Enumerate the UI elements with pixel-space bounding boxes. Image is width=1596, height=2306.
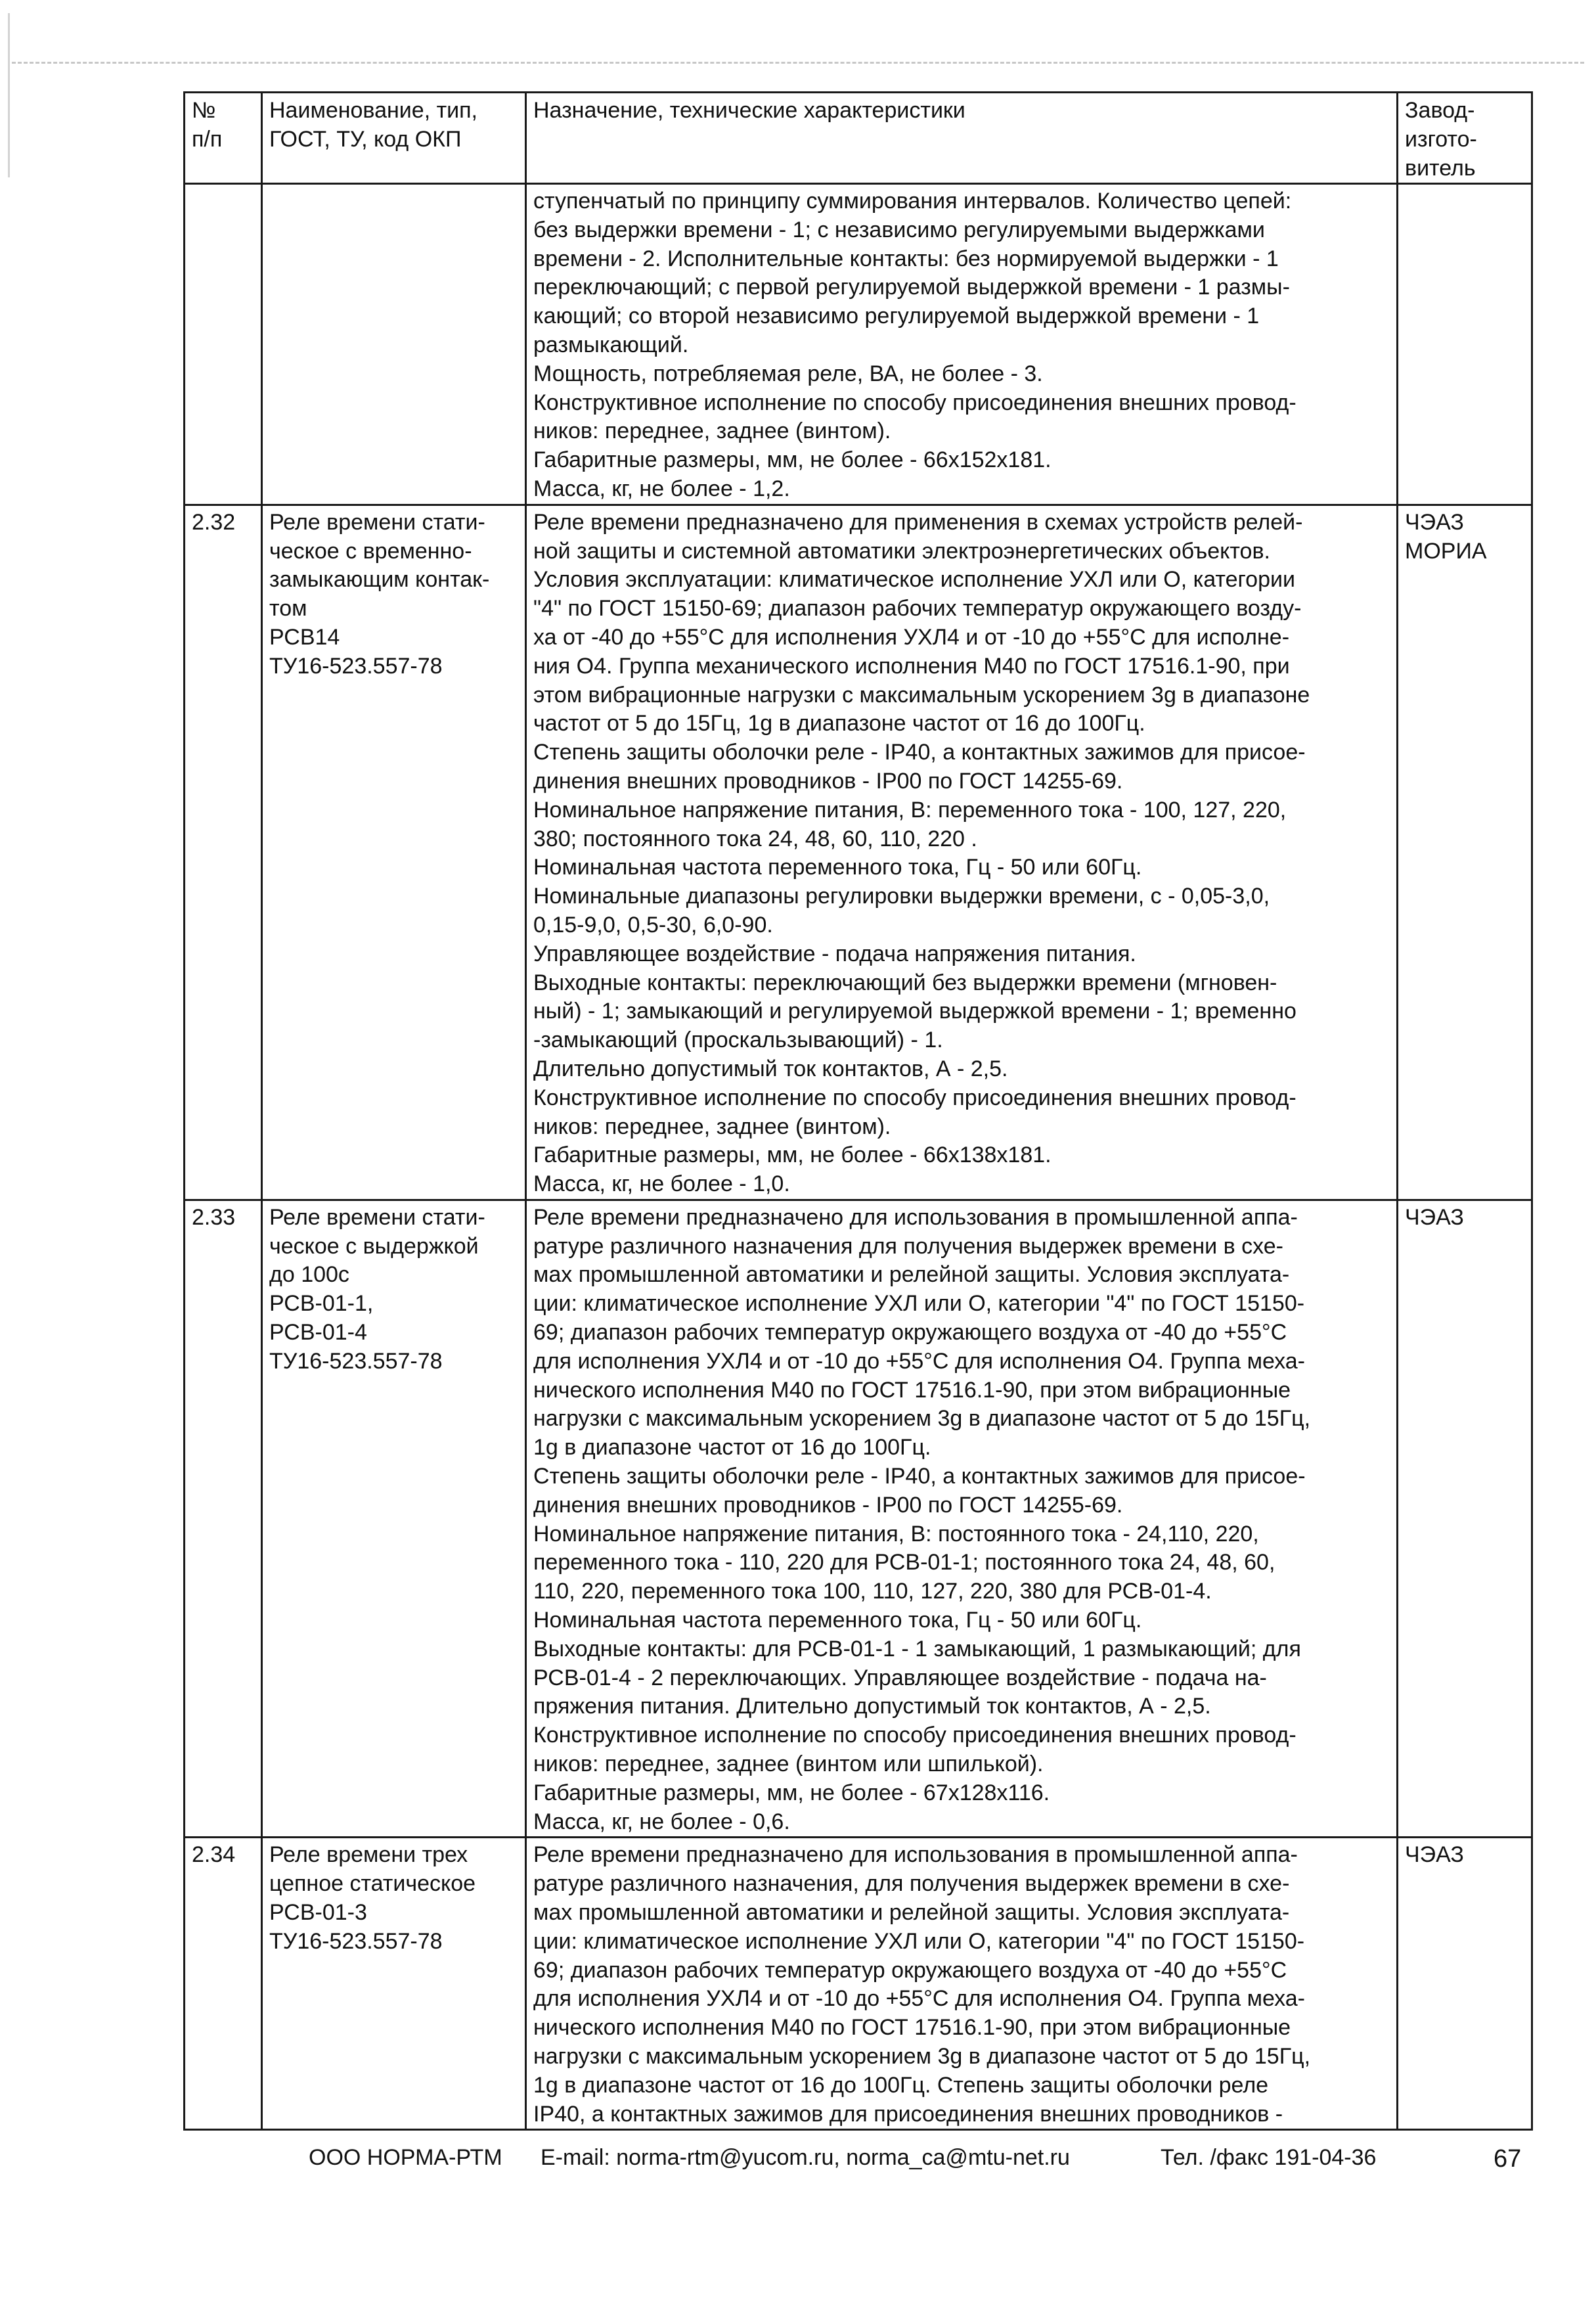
manufacturer-cell	[1398, 1200, 1532, 1838]
item-name-line: ческое с временно-	[269, 538, 472, 564]
description-line: Конструктивное исполнение по способу присоединения внешних провод-	[533, 1085, 1297, 1110]
description-line: 380; постоянного тока 24, 48, 60, 110, 220 .	[533, 826, 977, 851]
description-line: -замыкающий (проскальзывающий) - 1.	[533, 1028, 943, 1053]
description-line: 1g в диапазоне частот от 16 до 100Гц. Степень защиты оболочки реле	[533, 2072, 1269, 2098]
item-name-line: том	[269, 596, 307, 622]
description-line: Номинальные диапазоны регулировки выдержки времени, с - 0,05-3,0,	[533, 884, 1270, 909]
description-line: Габаритные размеры, мм, не более - 66x152x181.	[533, 447, 1052, 473]
footer-company: ООО НОРМА-РТМ	[309, 2145, 502, 2170]
item-name-cell	[262, 1838, 526, 2130]
description-line: нагрузки с максимальным ускорением 3g в диапазоне частот от 5 до 15Гц,	[533, 1406, 1311, 1432]
item-name-line: РСВ-01-3	[269, 1900, 367, 1926]
description-line: частот от 5 до 15Гц, 1g в диапазоне частот от 16 до 100Гц.	[533, 711, 1145, 736]
manufacturer-name: ЧЭАЗ	[1405, 1842, 1464, 1868]
specification-table	[183, 91, 1533, 2131]
description-line: нического исполнения М40 по ГОСТ 17516.1-90, при этом вибрационные	[533, 1377, 1291, 1403]
description-line: Масса, кг, не более - 1,2.	[533, 476, 790, 501]
description-line: Масса, кг, не более - 0,6.	[533, 1809, 790, 1834]
description-line: "4" по ГОСТ 15150-69; диапазон рабочих температур окружающего возду-	[533, 596, 1302, 622]
description-line: Конструктивное исполнение по способу присоединения внешних провод-	[533, 390, 1297, 415]
item-name-line: ТУ16-523.557-78	[269, 653, 443, 679]
page-footer	[0, 2145, 1596, 2178]
description-line: ный) - 1; замыкающий и регулируемой выдержкой времени - 1; временно	[533, 999, 1297, 1024]
scan-margin-mark	[8, 13, 10, 177]
description-line: Управляющее воздействие - подача напряжения питания.	[533, 941, 1136, 966]
description-line: Габаритные размеры, мм, не более - 67x128x116.	[533, 1780, 1050, 1805]
description-line: Степень защиты оболочки реле - IP40, а контактных зажимов для присое-	[533, 1464, 1306, 1489]
page-number: 67	[1494, 2145, 1522, 2173]
description-line: Габаритные размеры, мм, не более - 66x138x181.	[533, 1142, 1052, 1168]
description-line: Номинальная частота переменного тока, Гц - 50 или 60Гц.	[533, 855, 1142, 880]
description-line: ния О4. Группа механического исполнения М40 по ГОСТ 17516.1-90, при	[533, 653, 1290, 679]
description-line: пряжения питания. Длительно допустимый ток контактов, А - 2,5.	[533, 1694, 1211, 1719]
description-line: Выходные контакты: переключающий без выдержки времени (мгновен-	[533, 970, 1277, 995]
item-number: 2.33	[185, 1200, 262, 1838]
item-name-line: до 100с	[269, 1262, 349, 1288]
header-name: Наименование, тип, ГОСТ, ТУ, код ОКП	[262, 93, 526, 184]
item-number	[185, 184, 262, 505]
item-name-line: РСВ-01-4	[269, 1320, 367, 1345]
item-name-line: ТУ16-523.557-78	[269, 1348, 443, 1374]
table-header-row	[185, 93, 1532, 184]
manufacturer-name: ЧЭАЗ	[1405, 509, 1464, 535]
description-line: мах промышленной автоматики и релейной защиты. Условия эксплуата-	[533, 1262, 1290, 1288]
description-line: ников: переднее, заднее (винтом).	[533, 418, 891, 444]
description-line: ступенчатый по принципу суммирования интервалов. Количество цепей:	[533, 189, 1292, 214]
description-line: ников: переднее, заднее (винтом).	[533, 1114, 891, 1139]
description-line: нического исполнения М40 по ГОСТ 17516.1-90, при этом вибрационные	[533, 2015, 1291, 2041]
description-line: IP40, а контактных зажимов для присоединения внешних проводников -	[533, 2101, 1283, 2127]
description-line: Степень защиты оболочки реле - IP40, а контактных зажимов для присое-	[533, 740, 1306, 765]
header-manufacturer: Завод- изгото- витель	[1398, 93, 1532, 184]
description-line: Условия эксплуатации: климатическое исполнение УХЛ или О, категории	[533, 567, 1295, 593]
item-name-line: РСВ-01-1,	[269, 1291, 374, 1317]
description-line: Масса, кг, не более - 1,0.	[533, 1171, 790, 1197]
item-name-line: ТУ16-523.557-78	[269, 1928, 443, 1954]
table-row	[185, 1838, 1532, 2130]
description-line: динения внешних проводников - IP00 по ГОСТ 14255-69.	[533, 768, 1123, 794]
footer-email: E-mail: norma-rtm@yucom.ru, norma_ca@mtu-net.ru	[541, 2145, 1070, 2170]
description-line: ции: климатическое исполнение УХЛ или О, категории "4" по ГОСТ 15150-	[533, 1291, 1305, 1317]
description-line: РСВ-01-4 - 2 переключающих. Управляющее воздействие - подача на-	[533, 1665, 1267, 1690]
description-line: Номинальное напряжение питания, В: переменного тока - 100, 127, 220,	[533, 797, 1287, 823]
description-line: Выходные контакты: для РСВ-01-1 - 1 замыкающий, 1 размыкающий; для	[533, 1636, 1301, 1662]
item-name-cell	[262, 184, 526, 505]
description-line: переключающий; с первой регулируемой выдержкой времени - 1 размы-	[533, 275, 1290, 300]
item-name-cell	[262, 1200, 526, 1838]
description-line: без выдержки времени - 1; с независимо регулируемыми выдержками	[533, 217, 1265, 242]
item-name-line: Реле времени трех	[269, 1842, 468, 1868]
description-line: кающий; со второй независимо регулируемой выдержкой времени - 1	[533, 304, 1260, 329]
description-line: времени - 2. Исполнительные контакты: без нормируемой выдержки - 1	[533, 246, 1279, 271]
manufacturer-name: МОРИА	[1405, 538, 1487, 564]
description-line: нагрузки с максимальным ускорением 3g в диапазоне частот от 5 до 15Гц,	[533, 2044, 1311, 2069]
description-line: размыкающий.	[533, 332, 689, 357]
description-line: переменного тока - 110, 220 для РСВ-01-1; постоянного тока 24, 48, 60,	[533, 1550, 1275, 1575]
description-line: Реле времени предназначено для применения в схемах устройств релей-	[533, 509, 1303, 535]
description-line: ников: переднее, заднее (винтом или шпилькой).	[533, 1752, 1044, 1777]
item-name-line: ческое с выдержкой	[269, 1233, 479, 1259]
description-line: Конструктивное исполнение по способу присоединения внешних провод-	[533, 1723, 1297, 1748]
description-line: этом вибрационные нагрузки с максимальным ускорением 3g в диапазоне	[533, 682, 1310, 708]
description-line: для исполнения УХЛ4 и от -10 до +55°С для исполнения О4. Группа меха-	[533, 1348, 1305, 1374]
description-line: динения внешних проводников - IP00 по ГОСТ 14255-69.	[533, 1492, 1123, 1518]
description-line: ха от -40 до +55°С для исполнения УХЛ4 и от -10 до +55°С для исполне-	[533, 624, 1290, 650]
description-line: Номинальная частота переменного тока, Гц - 50 или 60Гц.	[533, 1608, 1142, 1633]
table-row	[185, 184, 1532, 505]
item-name-line: замыкающим контак-	[269, 567, 490, 593]
manufacturer-cell	[1398, 1838, 1532, 2130]
description-line: для исполнения УХЛ4 и от -10 до +55°С для исполнения О4. Группа меха-	[533, 1986, 1305, 2012]
description-line: Реле времени предназначено для использования в промышленной аппа-	[533, 1842, 1298, 1868]
description-line: ратуре различного назначения для получения выдержек времени в схе-	[533, 1233, 1283, 1259]
description-line: 69; диапазон рабочих температур окружающего воздуха от -40 до +55°С	[533, 1957, 1287, 1983]
description-line: 110, 220, переменного тока 100, 110, 127, 220, 380 для РСВ-01-4.	[533, 1579, 1212, 1604]
item-name-line: цепное статическое	[269, 1871, 476, 1897]
manufacturer-name: ЧЭАЗ	[1405, 1204, 1464, 1230]
item-number: 2.32	[185, 505, 262, 1200]
item-name-line: Реле времени стати-	[269, 509, 485, 535]
manufacturer-cell	[1398, 505, 1532, 1200]
item-number: 2.34	[185, 1838, 262, 2130]
manufacturer-cell	[1398, 184, 1532, 505]
description-line: Реле времени предназначено для использования в промышленной аппа-	[533, 1204, 1298, 1230]
description-line: 69; диапазон рабочих температур окружающего воздуха от -40 до +55°С	[533, 1320, 1287, 1345]
description-line: ной защиты и системной автоматики электроэнергетических объектов.	[533, 538, 1270, 564]
description-line: Мощность, потребляемая реле, ВА, не более - 3.	[533, 361, 1043, 386]
description-line: мах промышленной автоматики и релейной защиты. Условия эксплуата-	[533, 1900, 1290, 1926]
scan-top-rule	[12, 62, 1584, 64]
description-line: Длительно допустимый ток контактов, А - 2,5.	[533, 1056, 1008, 1081]
header-description: Назначение, технические характеристики	[526, 93, 1398, 184]
header-number: № п/п	[185, 93, 262, 184]
description-line: Номинальное напряжение питания, В: постоянного тока - 24,110, 220,	[533, 1521, 1259, 1547]
item-name-line: РСВ14	[269, 624, 340, 650]
table-row	[185, 1200, 1532, 1838]
description-line: ции: климатическое исполнение УХЛ или О, категории "4" по ГОСТ 15150-	[533, 1928, 1305, 1954]
item-description-cell	[526, 1838, 1398, 2130]
description-line: ратуре различного назначения, для получения выдержек времени в схе-	[533, 1871, 1290, 1897]
footer-phone: Тел. /факс 191-04-36	[1161, 2145, 1377, 2170]
item-name-line: Реле времени стати-	[269, 1204, 485, 1230]
item-name-cell	[262, 505, 526, 1200]
item-description-cell	[526, 184, 1398, 505]
item-description-cell	[526, 1200, 1398, 1838]
table-row	[185, 505, 1532, 1200]
description-line: 0,15-9,0, 0,5-30, 6,0-90.	[533, 912, 773, 938]
item-description-cell	[526, 505, 1398, 1200]
description-line: 1g в диапазоне частот от 16 до 100Гц.	[533, 1435, 931, 1460]
